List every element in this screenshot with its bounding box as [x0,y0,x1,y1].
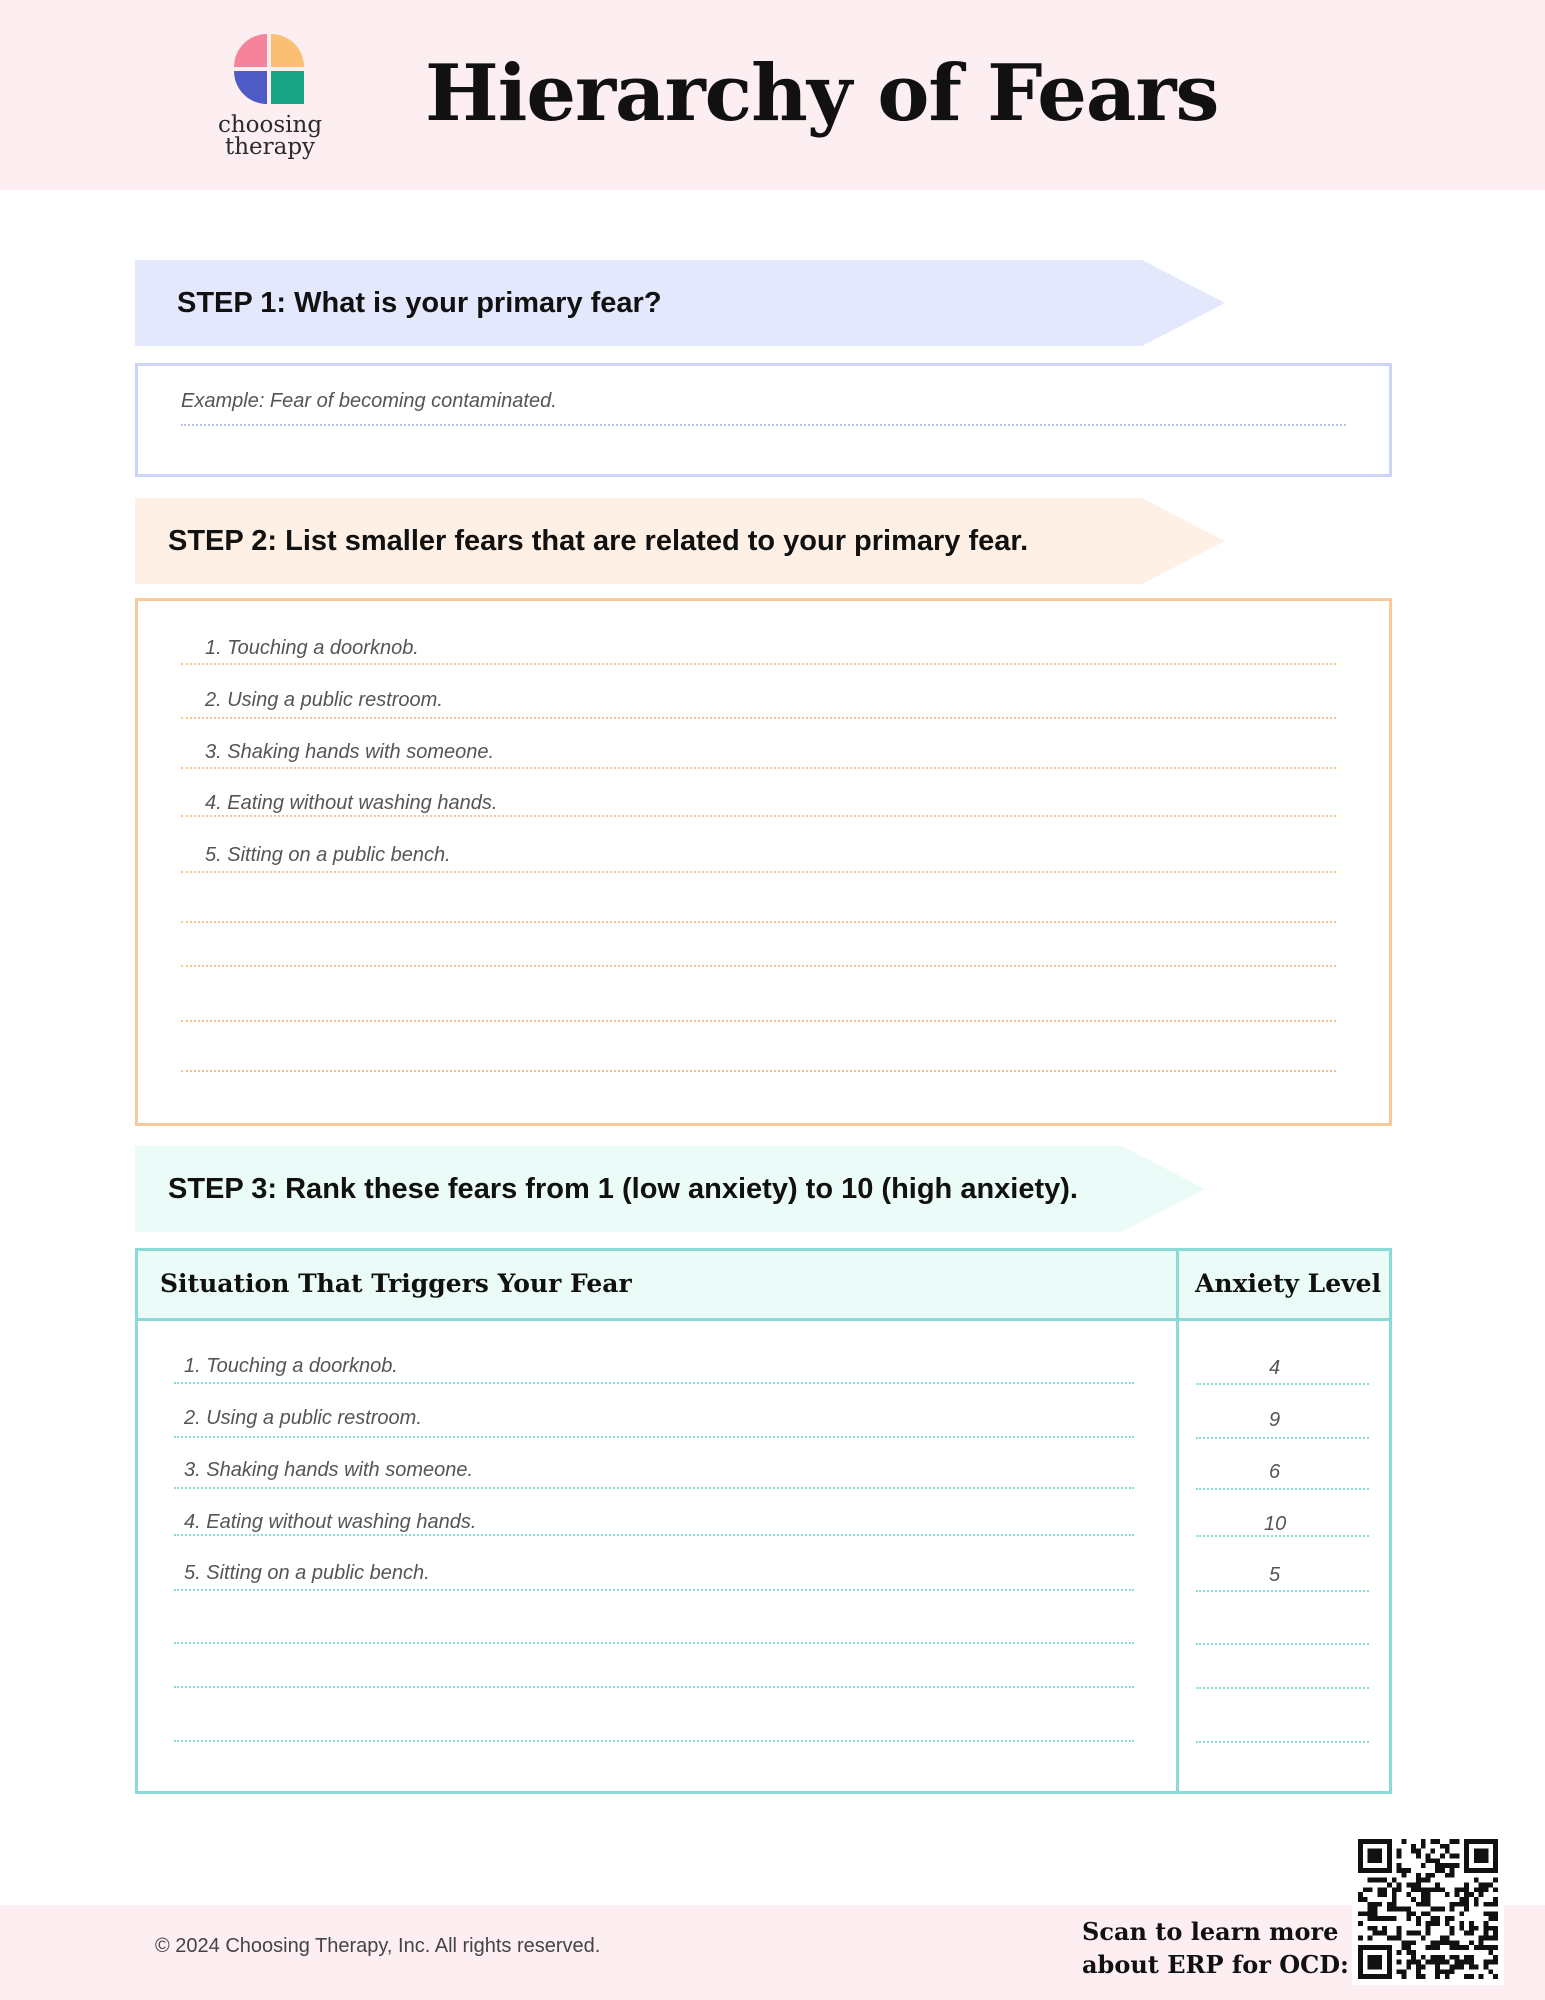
step2-item: 2. Using a public restroom. [205,689,443,711]
step2-banner [135,498,1225,584]
step2-line[interactable] [181,663,1336,665]
logo-word-choosing: choosing [217,112,323,138]
anxiety-level-cell: 5 [1269,1564,1281,1586]
step1-answer-line[interactable] [181,424,1346,426]
step2-line[interactable] [181,1070,1336,1072]
step2-line[interactable] [181,921,1336,923]
anxiety-line[interactable] [1196,1437,1369,1439]
scan-line-1: Scan to learn more [1082,1917,1339,1946]
step2-item: 5. Sitting on a public bench. [205,844,451,866]
logo-wordmark [210,114,330,158]
step2-line[interactable] [181,871,1336,873]
anxiety-line[interactable] [1196,1488,1369,1490]
situation-line[interactable] [174,1382,1134,1384]
situation-line[interactable] [174,1487,1134,1489]
qr-code-icon[interactable] [1352,1833,1504,1985]
anxiety-level-cell: 6 [1269,1461,1281,1483]
table-header-row [138,1251,1389,1321]
step2-line[interactable] [181,1020,1336,1022]
step2-item: 4. Eating without washing hands. [205,792,498,814]
anxiety-line[interactable] [1196,1687,1369,1689]
logo-word-therapy: therapy [224,134,316,160]
situation-line[interactable] [174,1642,1134,1644]
scan-line-2: about ERP for OCD: [1082,1950,1349,1979]
situation-line[interactable] [174,1740,1134,1742]
step2-line[interactable] [181,767,1336,769]
qr-code-graphic [1358,1839,1498,1979]
col-header-situation: Situation That Triggers Your Fear [160,1269,632,1298]
page-title: Hierarchy of Fears [425,48,1219,139]
anxiety-level-cell: 9 [1269,1409,1281,1431]
situation-line[interactable] [174,1589,1134,1591]
anxiety-line[interactable] [1196,1741,1369,1743]
anxiety-line[interactable] [1196,1383,1369,1385]
ranking-table [135,1248,1392,1794]
column-divider [1176,1251,1179,1791]
step1-banner [135,260,1225,346]
logo-mark-icon [230,30,310,110]
situation-line[interactable] [174,1686,1134,1688]
page-footer [0,1905,1545,2000]
anxiety-line[interactable] [1196,1643,1369,1645]
col-header-anxiety: Anxiety Level [1195,1269,1382,1298]
situation-cell: 1. Touching a doorknob. [184,1355,398,1377]
step2-item: 1. Touching a doorknob. [205,637,419,659]
anxiety-line[interactable] [1196,1590,1369,1592]
step3-heading: STEP 3: Rank these fears from 1 (low anxiety) to 10 (high anxiety). [168,1172,1078,1205]
scan-prompt [1082,1915,1349,1981]
step2-line[interactable] [181,815,1336,817]
situation-cell: 4. Eating without washing hands. [184,1511,477,1533]
choosing-therapy-logo[interactable] [210,30,330,170]
step2-list-box[interactable] [135,598,1392,1126]
copyright-text: © 2024 Choosing Therapy, Inc. All rights reserved. [155,1935,601,1957]
situation-line[interactable] [174,1534,1134,1536]
situation-line[interactable] [174,1436,1134,1438]
step1-heading: STEP 1: What is your primary fear? [177,286,662,319]
anxiety-line[interactable] [1196,1535,1369,1537]
step1-answer-box[interactable] [135,363,1392,477]
step2-line[interactable] [181,965,1336,967]
step2-line[interactable] [181,717,1336,719]
step2-item: 3. Shaking hands with someone. [205,741,495,763]
step2-heading: STEP 2: List smaller fears that are related to your primary fear. [168,524,1029,557]
anxiety-level-cell: 10 [1264,1513,1287,1535]
page-header [0,0,1545,190]
situation-cell: 5. Sitting on a public bench. [184,1562,430,1584]
situation-cell: 3. Shaking hands with someone. [184,1459,474,1481]
situation-cell: 2. Using a public restroom. [184,1407,422,1429]
step3-banner [135,1146,1205,1232]
anxiety-level-cell: 4 [1269,1357,1281,1379]
step1-example-text: Example: Fear of becoming contaminated. [181,390,557,412]
